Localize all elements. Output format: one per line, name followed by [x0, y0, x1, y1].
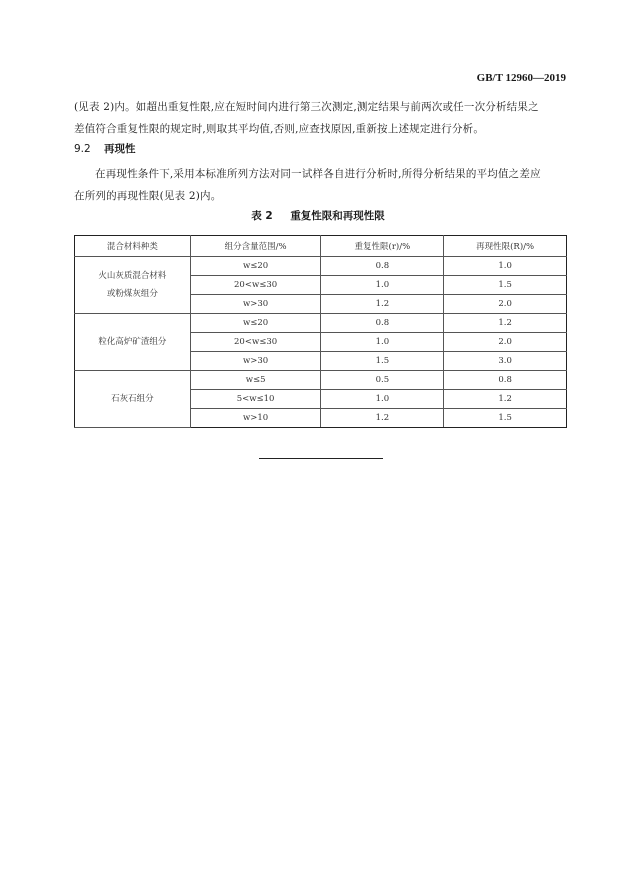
repeatability-cell: 1.0 — [321, 276, 444, 295]
section-number: 9.2 — [74, 143, 91, 155]
repeatability-cell: 0.5 — [321, 371, 444, 390]
column-header: 再现性限(R)/% — [444, 236, 567, 257]
range-cell: 20<w≤30 — [190, 276, 321, 295]
reproducibility-cell: 0.8 — [444, 371, 567, 390]
range-cell: w≤20 — [190, 314, 321, 333]
range-cell: 5<w≤10 — [190, 390, 321, 409]
table-caption — [0, 208, 636, 223]
reproducibility-cell: 1.5 — [444, 276, 567, 295]
paragraph-reproducibility — [74, 163, 566, 207]
standard-number: GB/T 12960—2019 — [476, 72, 566, 84]
table-caption-number: 表 2 — [251, 210, 273, 222]
range-cell: w>30 — [190, 295, 321, 314]
repeatability-cell: 1.5 — [321, 352, 444, 371]
paragraph-line: 在所列的再现性限(见表 2)内。 — [74, 190, 222, 202]
material-name: 或粉煤灰组分 — [106, 289, 158, 299]
end-of-document-rule — [259, 458, 383, 459]
range-cell: 20<w≤30 — [190, 333, 321, 352]
section-title: 再现性 — [104, 143, 136, 155]
range-cell: w≤5 — [190, 371, 321, 390]
repeatability-cell: 1.0 — [321, 333, 444, 352]
repeatability-cell: 1.2 — [321, 295, 444, 314]
repeatability-cell: 0.8 — [321, 257, 444, 276]
table-row — [75, 314, 567, 333]
repeatability-cell: 0.8 — [321, 314, 444, 333]
material-group-cell — [75, 257, 191, 314]
range-cell: w>30 — [190, 352, 321, 371]
section-heading — [74, 141, 136, 156]
repeatability-cell: 1.0 — [321, 390, 444, 409]
material-group-cell — [75, 314, 191, 371]
reproducibility-cell: 3.0 — [444, 352, 567, 371]
material-group-cell — [75, 371, 191, 428]
table-header-row — [75, 236, 567, 257]
paragraph-line: 差值符合重复性限的规定时,则取其平均值,否则,应查找原因,重新按上述规定进行分析。 — [74, 123, 485, 135]
material-name: 粒化高炉矿渣组分 — [98, 337, 167, 347]
paragraph-line: (见表 2)内。如超出重复性限,应在短时间内进行第三次测定,测定结果与前两次或任一次分析结果之 — [74, 101, 539, 113]
material-name: 石灰石组分 — [111, 394, 154, 404]
reproducibility-cell: 1.5 — [444, 409, 567, 428]
reproducibility-cell: 2.0 — [444, 333, 567, 352]
table-caption-title: 重复性限和再现性限 — [290, 210, 385, 222]
paragraph-repeatability-continued — [74, 96, 566, 140]
column-header: 组分含量范围/% — [190, 236, 321, 257]
reproducibility-cell: 1.2 — [444, 314, 567, 333]
reproducibility-cell: 1.0 — [444, 257, 567, 276]
column-header: 重复性限(r)/% — [321, 236, 444, 257]
reproducibility-cell: 2.0 — [444, 295, 567, 314]
material-name: 火山灰质混合材料 — [98, 271, 167, 281]
limits-table — [74, 235, 567, 428]
table-row — [75, 371, 567, 390]
column-header: 混合材料种类 — [75, 236, 191, 257]
reproducibility-cell: 1.2 — [444, 390, 567, 409]
range-cell: w≤20 — [190, 257, 321, 276]
table-row — [75, 257, 567, 276]
repeatability-cell: 1.2 — [321, 409, 444, 428]
paragraph-line: 在再现性条件下,采用本标准所列方法对同一试样各自进行分析时,所得分析结果的平均值之差应 — [95, 168, 541, 180]
range-cell: w>10 — [190, 409, 321, 428]
